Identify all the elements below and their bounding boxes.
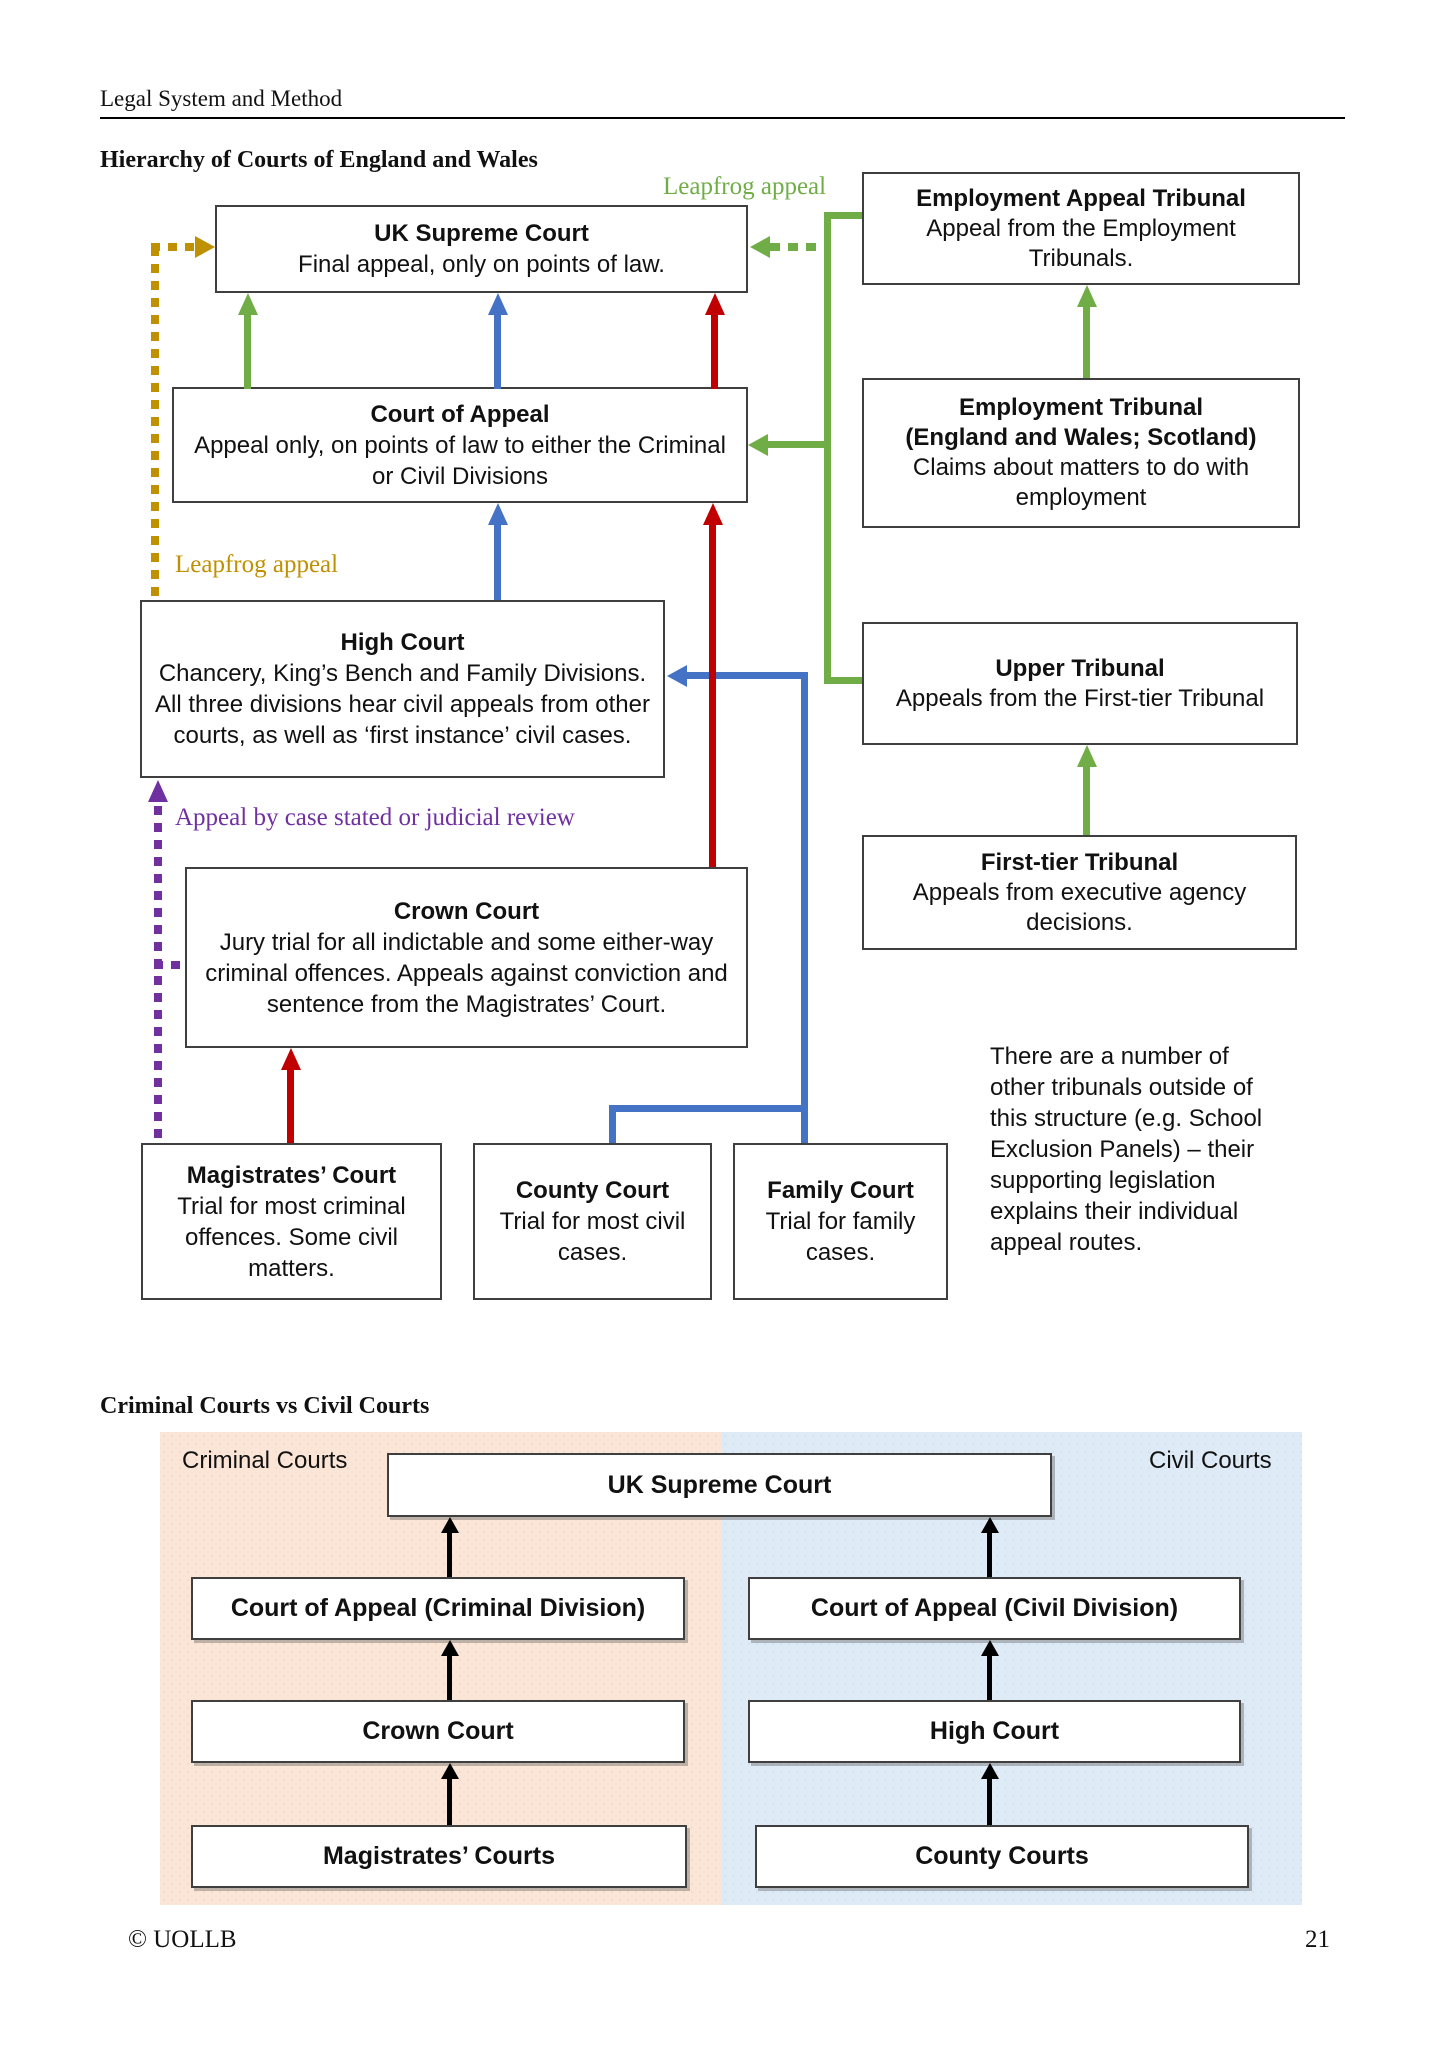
box-body: Appeals from executive agency decisions. [912, 878, 1247, 936]
box-body: Jury trial for all indictable and some either-way criminal offences. Appeals against conviction and sentence from the Magistrates’ Court. [205, 928, 728, 1018]
arrow-black-criminal-2 [447, 1656, 452, 1700]
box-magistrates-court [141, 1143, 442, 1300]
footer-copyright: © UOLLB [128, 1926, 237, 1953]
box-crown-court [185, 867, 748, 1048]
arrow-black-criminal-1-head [441, 1517, 459, 1533]
arrow-green-ftt-to-upper [1083, 765, 1090, 835]
box-body: Appeal only, on points of law to either the Criminal or Civil Divisions [194, 431, 726, 490]
tribunals-note: There are a number of other tribunals outside of this structure (e.g. School Exclusion Panels) – their supporting legislation explains their individual appeal routes. [990, 1043, 1263, 1256]
dotted-purple-vertical [154, 806, 162, 1143]
arrow-black-civil-1-head [981, 1517, 999, 1533]
box-employment-appeal-tribunal [862, 172, 1300, 285]
arrow-black-civil-2-head [981, 1640, 999, 1656]
box-title: Court of Appeal [370, 400, 550, 428]
label-leapfrog-appeal-top: Leapfrog appeal [663, 173, 827, 200]
dotted-purple-crown-branch [154, 961, 185, 969]
arrow-blue-coa-to-uksc [494, 313, 501, 389]
arrow-blue-to-high [687, 672, 808, 679]
dotted-gold-leapfrog-head [195, 236, 215, 258]
arrow-green-coa-to-uksc-head [238, 293, 258, 315]
dotted-gold-leapfrog-horizontal [151, 243, 195, 251]
box-court-of-appeal [172, 387, 748, 503]
line-green-upper-connector [824, 677, 862, 684]
line-green-vertical [824, 212, 831, 684]
arrow-black-civil-3-head [981, 1763, 999, 1779]
box-subtitle: (England and Wales; Scotland) [905, 424, 1257, 451]
arrow-black-criminal-3-head [441, 1763, 459, 1779]
dotted-gold-leapfrog-vertical [151, 247, 159, 600]
arrow-blue-high-to-coa-head [488, 503, 508, 525]
civil-courts-label: Civil Courts [1149, 1447, 1272, 1474]
arrow-red-coa-to-uksc-head [705, 293, 725, 315]
box-title: First-tier Tribunal [980, 848, 1179, 876]
box-family-court [733, 1143, 948, 1300]
line-blue-county-vertical [609, 1105, 616, 1143]
cmp-box-crown-court: Crown Court [191, 1700, 685, 1763]
arrow-blue-high-to-coa [494, 523, 501, 600]
line-blue-county-horizontal [609, 1105, 808, 1112]
cmp-box-uk-supreme-court: UK Supreme Court [387, 1453, 1052, 1517]
arrow-red-magistrates-to-crown-head [281, 1048, 301, 1070]
box-upper-tribunal [862, 622, 1298, 745]
arrow-black-civil-3 [987, 1779, 992, 1825]
box-body: Claims about matters to do with employment [912, 454, 1250, 511]
arrow-red-magistrates-to-crown [287, 1068, 294, 1143]
box-uk-supreme-court [215, 205, 748, 293]
comparison-title: Criminal Courts vs Civil Courts [100, 1393, 430, 1419]
arrow-black-civil-2 [987, 1656, 992, 1700]
box-body: Trial for most civil cases. [499, 1208, 686, 1266]
box-title: High Court [340, 629, 465, 656]
footer-page-number: 21 [1305, 1926, 1330, 1953]
box-title: Crown Court [393, 897, 540, 925]
cmp-box-coa-civil: Court of Appeal (Civil Division) [748, 1577, 1241, 1640]
label-leapfrog-appeal-left: Leapfrog appeal [175, 551, 339, 578]
arrow-blue-to-high-head [667, 665, 687, 687]
arrow-green-et-to-eat [1083, 305, 1090, 378]
box-title: Upper Tribunal [995, 654, 1165, 682]
header-rule [100, 117, 1345, 119]
box-title: Employment Appeal Tribunal [916, 184, 1246, 212]
box-title: Employment Tribunal [958, 394, 1204, 421]
arrow-green-ftt-to-upper-head [1077, 745, 1097, 767]
box-title: UK Supreme Court [374, 220, 589, 247]
arrow-green-et-to-eat-head [1077, 285, 1097, 307]
box-body: Appeal from the Employment Tribunals. [926, 214, 1236, 272]
dotted-green-leapfrog-head [750, 236, 770, 258]
box-body: Trial for most criminal offences. Some civil matters. [177, 1192, 406, 1282]
box-title: Magistrates’ Court [186, 1161, 397, 1189]
arrow-black-civil-1 [987, 1533, 992, 1577]
arrow-black-criminal-3 [447, 1779, 452, 1825]
box-body: Trial for family cases. [765, 1208, 916, 1266]
arrow-red-crown-to-coa-head [703, 503, 723, 525]
arrow-green-to-coa-head [748, 434, 768, 456]
box-high-court [140, 600, 665, 778]
arrow-black-criminal-2-head [441, 1640, 459, 1656]
hierarchy-title: Hierarchy of Courts of England and Wales [100, 147, 538, 173]
arrow-red-coa-to-uksc [711, 313, 718, 389]
arrow-blue-coa-to-uksc-head [488, 293, 508, 315]
box-title: County Court [515, 1177, 670, 1204]
line-blue-vertical-family [801, 672, 808, 1143]
cmp-box-county-courts: County Courts [755, 1825, 1249, 1888]
cmp-box-magistrates-courts: Magistrates’ Courts [191, 1825, 687, 1888]
page-header: Legal System and Method [100, 86, 343, 111]
box-body: Chancery, King’s Bench and Family Divisions. All three divisions hear civil appeals from other courts, as well as ‘first instance’ civil cases. [155, 660, 650, 749]
arrow-green-coa-to-uksc [244, 313, 251, 389]
box-county-court [473, 1143, 712, 1300]
box-body: Final appeal, only on points of law. [298, 251, 665, 278]
arrow-black-criminal-1 [447, 1533, 452, 1577]
cmp-box-coa-criminal: Court of Appeal (Criminal Division) [191, 1577, 685, 1640]
box-first-tier-tribunal [862, 835, 1297, 950]
box-body: Appeals from the First-tier Tribunal [895, 684, 1265, 712]
box-title: Family Court [767, 1177, 914, 1204]
dotted-green-leapfrog [770, 243, 826, 251]
box-employment-tribunal [862, 378, 1300, 528]
label-case-stated: Appeal by case stated or judicial review [175, 804, 575, 831]
cmp-box-high-court: High Court [748, 1700, 1241, 1763]
criminal-courts-label: Criminal Courts [182, 1447, 348, 1474]
arrow-red-crown-to-coa [709, 523, 716, 867]
dotted-purple-head [148, 780, 168, 802]
arrow-green-to-coa [768, 441, 826, 448]
